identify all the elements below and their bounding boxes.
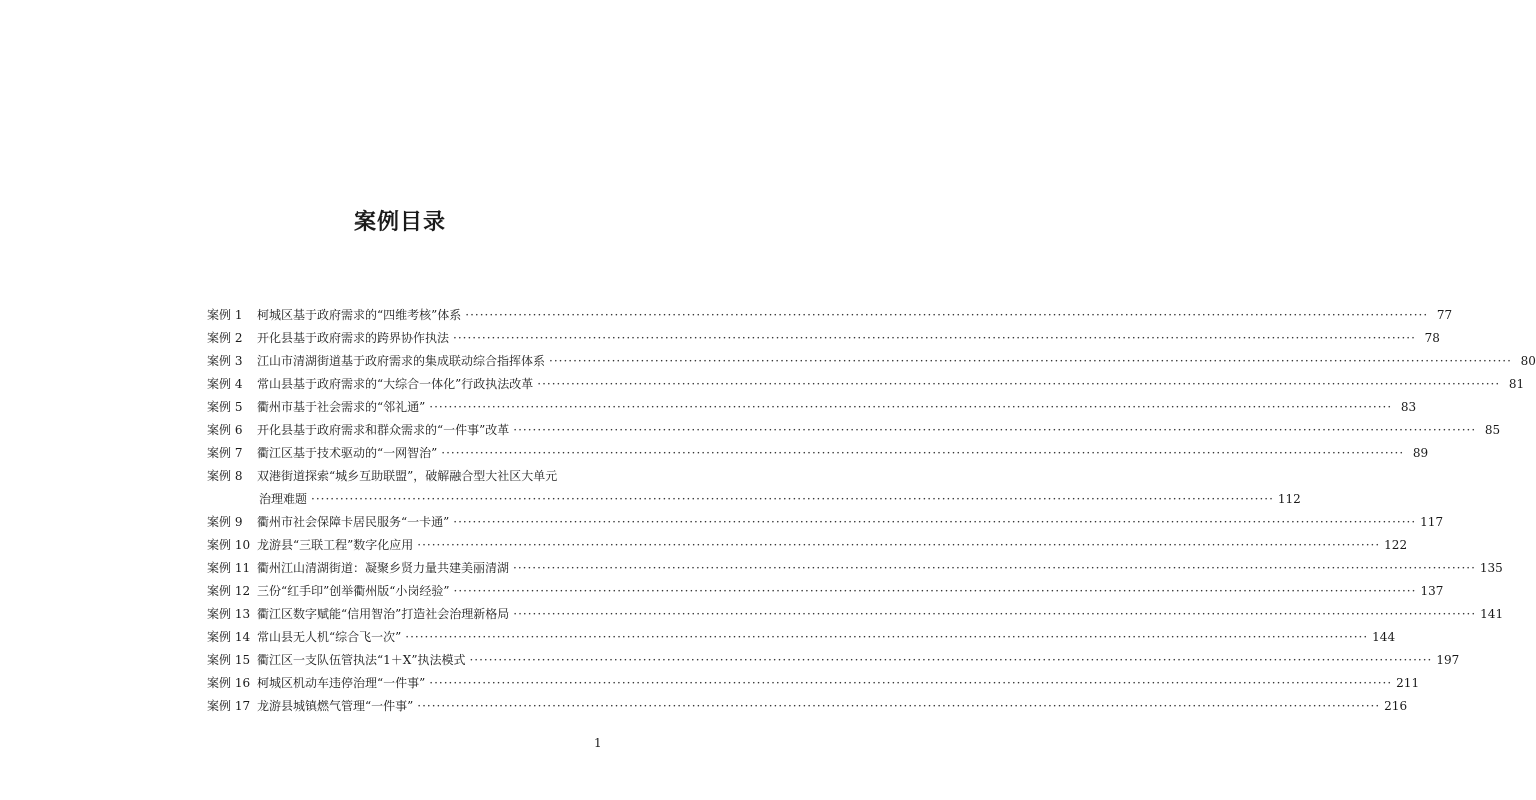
toc-leader-dots: ········································································································································································································ [311, 492, 1274, 506]
toc-leader-dots: ········································································································································································································ [429, 676, 1393, 690]
toc-leader-dots: ········································································································································································································ [537, 377, 1501, 391]
toc-entry-title: 开化县基于政府需求和群众需求的“一件事”改革 [257, 423, 510, 437]
toc-leader-dots: ········································································································································································································ [513, 561, 1476, 575]
toc-entry [207, 373, 1525, 396]
toc-entry [207, 350, 1536, 373]
toc-entry [207, 488, 1301, 511]
toc-entry-title: 柯城区基于政府需求的“四维考核”体系 [257, 308, 462, 322]
toc-entry-title: 衢江区一支队伍管执法“1＋X”执法模式 [257, 653, 466, 667]
toc-entry-title: 常山县基于政府需求的“大综合一体化”行政执法改革 [257, 377, 534, 391]
toc-entry [207, 626, 1396, 649]
toc-entry-number: 案例 7 [207, 446, 243, 460]
toc-entry [207, 419, 1501, 442]
toc-entry-title: 双港街道探索“城乡互助联盟”，破解融合型大社区大单元 [257, 469, 558, 483]
toc-entry-page: 81 [1508, 377, 1525, 391]
toc-entry [207, 465, 603, 488]
toc-entry-number: 案例 6 [207, 423, 243, 437]
page-number: 1 [594, 736, 602, 750]
toc-entry-page: 83 [1400, 400, 1417, 414]
toc-entry [207, 649, 1460, 672]
toc-leader-dots: ········································································································································································································ [513, 607, 1477, 621]
toc-entry-title: 三份“红手印”创举衢州版“小岗经验” [257, 584, 450, 598]
toc-entry-page: 85 [1484, 423, 1501, 437]
toc-entry-number: 案例 12 [207, 584, 251, 598]
toc-entry-title: 江山市清湖街道基于政府需求的集成联动综合指挥体系 [257, 354, 546, 368]
toc-entry [207, 557, 1503, 580]
toc-entry-title: 衢江区数字赋能“信用智治”打造社会治理新格局 [257, 607, 510, 621]
toc-entry-number: 案例 9 [207, 515, 243, 529]
toc-entry [207, 672, 1420, 695]
toc-entry-page: 122 [1384, 538, 1408, 552]
toc-entry-number: 案例 11 [207, 561, 251, 575]
toc-leader-dots: ········································································································································································································ [453, 515, 1417, 529]
toc-entry-page: 135 [1479, 561, 1503, 575]
toc-leader-dots: ········································································································································································································ [417, 538, 1381, 552]
toc-entry-title: 衢州市社会保障卡居民服务“一卡通” [257, 515, 450, 529]
toc-leader-dots: ········································································································································································································ [405, 630, 1369, 644]
toc-leader-dots: ········································································································································································································ [513, 423, 1477, 437]
toc-entry-page: 80 [1520, 354, 1536, 368]
toc-leader-dots: ········································································································································································································ [549, 354, 1512, 368]
toc-entry [207, 396, 1417, 419]
toc-entry-title: 衢江区基于技术驱动的“一网智治” [257, 446, 438, 460]
toc-entry-number: 案例 10 [207, 538, 251, 552]
toc-entry-title: 龙游县“三联工程”数字化应用 [257, 538, 414, 552]
toc-entry-page: 89 [1412, 446, 1429, 460]
toc-leader-dots: ········································································································································································································ [465, 308, 1429, 322]
toc-leader-dots: ········································································································································································································ [417, 699, 1381, 713]
toc-entry-page: 141 [1480, 607, 1504, 621]
toc-entry-title: 治理难题 [259, 492, 308, 506]
toc-entry-title: 开化县基于政府需求的跨界协作执法 [257, 331, 450, 345]
toc-entry-title: 龙游县城镇燃气管理“一件事” [257, 699, 414, 713]
toc-entry [207, 442, 1429, 465]
page-title: 案例目录 [353, 210, 446, 235]
toc-entry-page: 144 [1372, 630, 1396, 644]
toc-entry-page: 216 [1384, 699, 1408, 713]
toc-entry-page: 112 [1277, 492, 1301, 506]
toc-entry-page: 197 [1436, 653, 1460, 667]
toc-entry-number: 案例 16 [207, 676, 251, 690]
toc-entry [207, 580, 1444, 603]
toc-entry-number: 案例 2 [207, 331, 243, 345]
toc-entry-number: 案例 5 [207, 400, 243, 414]
toc-entry [207, 603, 1504, 626]
toc-leader-dots: ········································································································································································································ [429, 400, 1393, 414]
table-of-contents [207, 304, 1536, 718]
toc-leader-dots: ········································································································································································································ [453, 331, 1416, 345]
toc-leader-dots: ········································································································································································································ [453, 584, 1417, 598]
toc-leader-dots: ········································································································································································································ [441, 446, 1405, 460]
toc-entry [207, 304, 1453, 327]
toc-entry-page: 77 [1436, 308, 1453, 322]
toc-entry [207, 695, 1408, 718]
toc-entry-page: 117 [1420, 515, 1444, 529]
toc-leader-dots: ········································································································································································································ [469, 653, 1433, 667]
toc-entry-title: 柯城区机动车违停治理“一件事” [257, 676, 426, 690]
toc-entry-number: 案例 4 [207, 377, 243, 391]
toc-entry-title: 常山县无人机“综合飞一次” [257, 630, 402, 644]
toc-entry-number: 案例 1 [207, 308, 243, 322]
toc-entry-page: 137 [1420, 584, 1444, 598]
toc-entry-page: 78 [1424, 331, 1440, 345]
toc-entry-title: 衢州市基于社会需求的“邻礼通” [257, 400, 426, 414]
toc-entry-title: 衢州江山清湖街道：凝聚乡贤力量共建美丽清湖 [257, 561, 510, 575]
toc-entry-number: 案例 8 [207, 469, 243, 483]
toc-entry-number: 案例 17 [207, 699, 251, 713]
toc-entry-number: 案例 13 [207, 607, 251, 621]
toc-entry-number: 案例 3 [207, 354, 243, 368]
toc-entry [207, 327, 1440, 350]
toc-entry-page: 211 [1396, 676, 1420, 690]
toc-entry [207, 534, 1408, 557]
toc-entry [207, 511, 1444, 534]
toc-entry-number: 案例 14 [207, 630, 251, 644]
toc-entry-number: 案例 15 [207, 653, 251, 667]
